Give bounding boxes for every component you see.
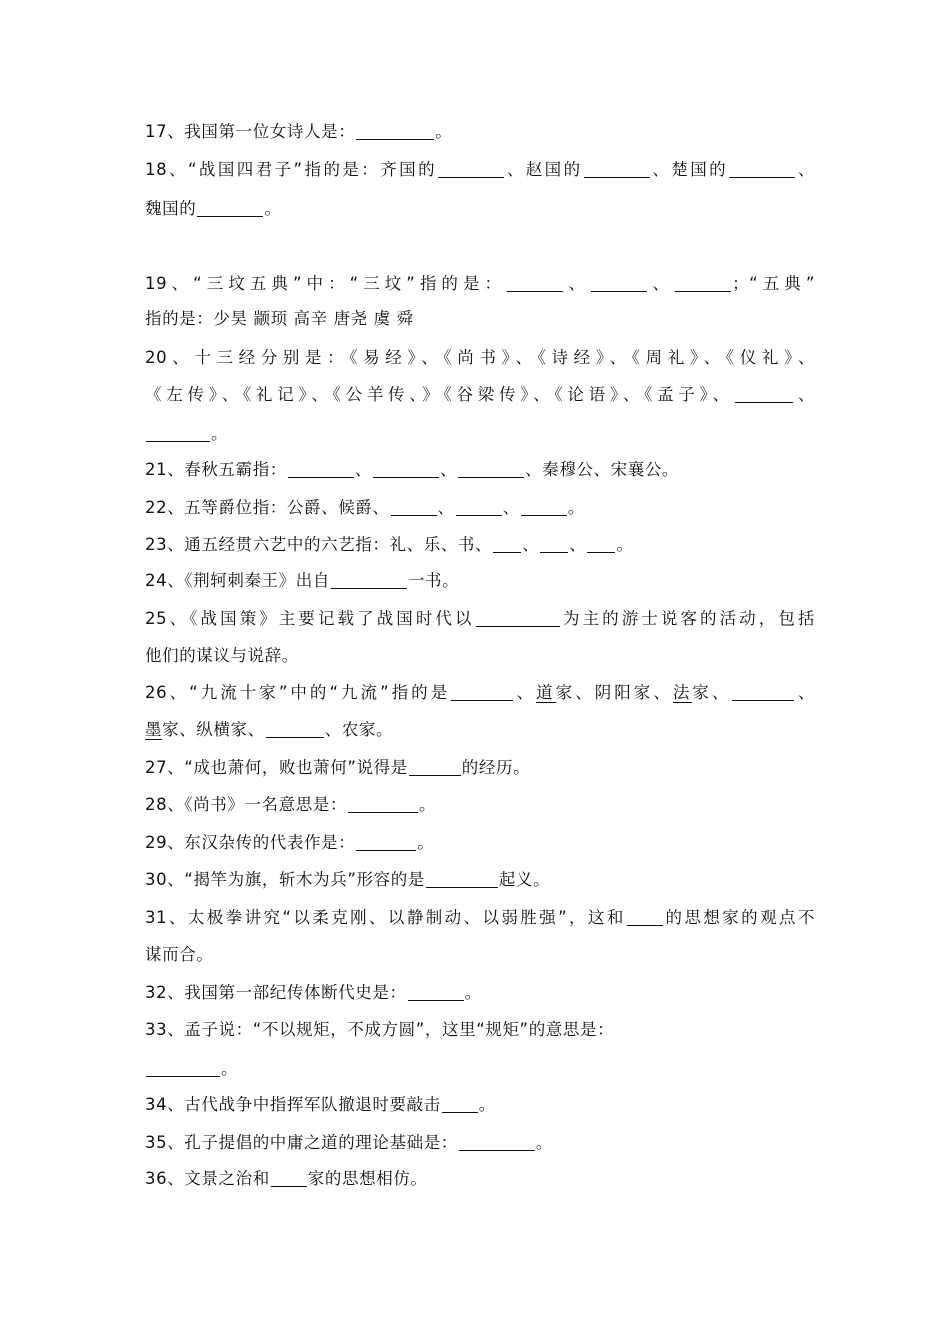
separator: 、	[502, 498, 520, 517]
answer-blank[interactable]	[584, 157, 650, 178]
question-22	[145, 493, 815, 523]
question-18-line-2	[145, 194, 815, 224]
question-26-text: 家、阴阳家、	[555, 683, 673, 702]
question-23-end: 。	[616, 535, 634, 554]
question-26-line-2	[145, 715, 815, 745]
question-25-line-2	[145, 641, 815, 671]
answer-blank[interactable]	[459, 1130, 535, 1151]
question-26-line-1	[145, 678, 815, 708]
question-33-line-2	[145, 1054, 815, 1084]
question-35-end: 。	[535, 1133, 554, 1152]
question-24-text: 一书。	[407, 571, 460, 590]
separator: 、	[648, 274, 675, 293]
question-35	[145, 1128, 815, 1158]
question-25-line-1	[145, 604, 815, 634]
question-20-line-3	[145, 419, 815, 449]
question-27	[145, 753, 815, 783]
question-17	[145, 117, 815, 147]
question-26-text: 家、纵横家、	[162, 720, 265, 739]
answer-blank[interactable]	[197, 196, 263, 217]
question-26-text: 26、“九流十家”中的“九流”指的是	[145, 683, 451, 702]
question-32	[145, 978, 815, 1008]
answer-blank[interactable]	[729, 157, 795, 178]
underlined-character: 道	[536, 683, 556, 702]
question-28-end: 。	[419, 795, 437, 814]
question-20-line-2	[145, 380, 815, 410]
answer-blank[interactable]	[456, 495, 502, 516]
question-25-text: 为主的游士说客的活动，包括	[560, 609, 815, 628]
question-25-text: 他们的谋议与说辞。	[145, 646, 299, 665]
separator: 、	[564, 274, 591, 293]
answer-blank[interactable]	[266, 717, 324, 738]
answer-blank[interactable]	[146, 421, 210, 442]
question-19-text: 指的是：少昊 颛顼 高辛 唐尧 虞 舜	[145, 309, 414, 328]
question-23-text: 23、通五经贯六艺中的六艺指：礼、乐、书、	[145, 535, 493, 554]
answer-blank[interactable]	[438, 157, 504, 178]
question-29-end: 。	[417, 833, 435, 852]
question-33-text: 33、孟子说：“不以规矩，不成方圆”，这里“规矩”的意思是：	[145, 1020, 615, 1039]
question-18-text: 、赵国的	[505, 160, 583, 179]
separator: 、	[354, 460, 373, 479]
separator: 、	[437, 498, 455, 517]
question-18-text: 18、“战国四君子”指的是：齐国的	[145, 160, 437, 179]
question-22-text: 22、五等爵位指：公爵、候爵、	[145, 498, 390, 517]
answer-blank[interactable]	[540, 532, 568, 553]
question-18-text: 、楚国的	[650, 160, 729, 179]
underlined-character: 法	[672, 683, 693, 702]
question-30	[145, 865, 815, 895]
answer-blank[interactable]	[331, 568, 407, 589]
answer-blank[interactable]	[391, 495, 437, 516]
question-25-text: 25、《战国策》主要记载了战国时代以	[145, 609, 475, 628]
question-30-text: 30、“揭竿为旗，斩木为兵”形容的是	[145, 870, 425, 889]
answer-blank[interactable]	[373, 457, 439, 478]
separator: 、	[569, 535, 587, 554]
question-17-text: 17、我国第一位女诗人是：	[145, 122, 356, 141]
question-29-text: 29、东汉杂传的代表作是：	[145, 833, 356, 852]
answer-blank[interactable]	[591, 271, 647, 292]
question-31-text: 31、太极拳讲究“以柔克刚、以静制动、以弱胜强”，这和	[145, 908, 626, 927]
separator: 、	[795, 683, 815, 702]
question-31-line-2	[145, 940, 815, 970]
question-18-text: 、	[796, 160, 815, 179]
question-35-text: 35、孔子提倡的中庸之道的理论基础是：	[145, 1133, 458, 1152]
answer-blank[interactable]	[442, 1092, 478, 1113]
answer-blank[interactable]	[732, 680, 794, 701]
question-33-end: 。	[221, 1059, 239, 1078]
question-20-text: 20、十三经分别是：《易经》、《尚书》、《诗经》、《周礼》、《仪礼》、	[145, 348, 815, 367]
question-29	[145, 828, 815, 858]
question-27-text: 27、“成也萧何，败也萧何”说得是	[145, 758, 408, 777]
question-26-text: 家、	[692, 683, 732, 702]
question-18-end: 。	[264, 199, 282, 218]
answer-blank[interactable]	[451, 680, 513, 701]
answer-blank[interactable]	[408, 980, 464, 1001]
question-28-text: 28、《尚书》一名意思是：	[145, 795, 348, 814]
question-34-end: 。	[478, 1095, 496, 1114]
answer-blank[interactable]	[348, 792, 418, 813]
question-33-line-1	[145, 1015, 815, 1045]
answer-blank[interactable]	[476, 606, 560, 627]
question-26-text: 、农家。	[324, 720, 394, 739]
question-32-text: 32、我国第一部纪传体断代史是：	[145, 983, 407, 1002]
question-36-text: 36、文景之治和	[145, 1169, 270, 1188]
question-20-line-1	[145, 343, 815, 373]
question-28	[145, 790, 815, 820]
question-31-text: 的思想家的观点不	[663, 908, 815, 927]
question-19-line-1	[145, 269, 815, 299]
question-21-text: 21、春秋五霸指：	[145, 460, 287, 479]
answer-blank[interactable]	[409, 755, 461, 776]
question-34-text: 34、古代战争中指挥军队撤退时要敲击	[145, 1095, 441, 1114]
answer-blank[interactable]	[675, 271, 731, 292]
question-19-text: 19、“三坟五典”中：“三坟”指的是：	[145, 274, 507, 293]
answer-blank[interactable]	[493, 532, 521, 553]
question-20-text: 《左传》、《礼记》、《公羊传、》《谷梁传》、《论语》、《孟子》、	[145, 385, 734, 404]
question-18-text: 魏国的	[145, 199, 197, 218]
question-23	[145, 530, 815, 560]
separator: 、	[522, 535, 540, 554]
question-21-text: 、秦穆公、宋襄公。	[525, 460, 680, 479]
answer-blank[interactable]	[356, 830, 416, 851]
question-32-end: 。	[464, 983, 482, 1002]
answer-blank[interactable]	[735, 382, 793, 403]
question-19-line-2	[145, 304, 815, 334]
question-19-text: ；“五典”	[732, 274, 816, 293]
answer-blank[interactable]	[458, 457, 524, 478]
answer-blank[interactable]	[271, 1166, 307, 1187]
question-20-end: 。	[211, 424, 229, 443]
answer-blank[interactable]	[426, 867, 498, 888]
question-36-text: 家的思想相仿。	[307, 1169, 428, 1188]
answer-blank[interactable]	[356, 119, 434, 140]
question-27-text: 的经历。	[461, 758, 531, 777]
answer-blank[interactable]	[627, 905, 663, 926]
question-31-text: 谋而合。	[145, 945, 214, 964]
separator: 、	[440, 460, 458, 479]
separator: 、	[793, 385, 816, 404]
answer-blank[interactable]	[587, 532, 615, 553]
separator: 、	[514, 683, 537, 702]
answer-blank[interactable]	[507, 271, 563, 292]
answer-blank[interactable]	[288, 457, 354, 478]
question-24	[145, 566, 815, 596]
question-24-text: 24、《荆轲刺秦王》出自	[145, 571, 330, 590]
question-30-text: 起义。	[498, 870, 551, 889]
question-21	[145, 455, 815, 485]
answer-blank[interactable]	[521, 495, 567, 516]
answer-blank[interactable]	[146, 1056, 220, 1077]
question-17-end: 。	[435, 122, 453, 141]
question-18-line-1	[145, 155, 815, 185]
question-31-line-1	[145, 903, 815, 933]
underlined-character: 墨	[145, 720, 163, 739]
question-34	[145, 1090, 815, 1120]
question-22-end: 。	[567, 498, 585, 517]
question-36	[145, 1164, 815, 1194]
